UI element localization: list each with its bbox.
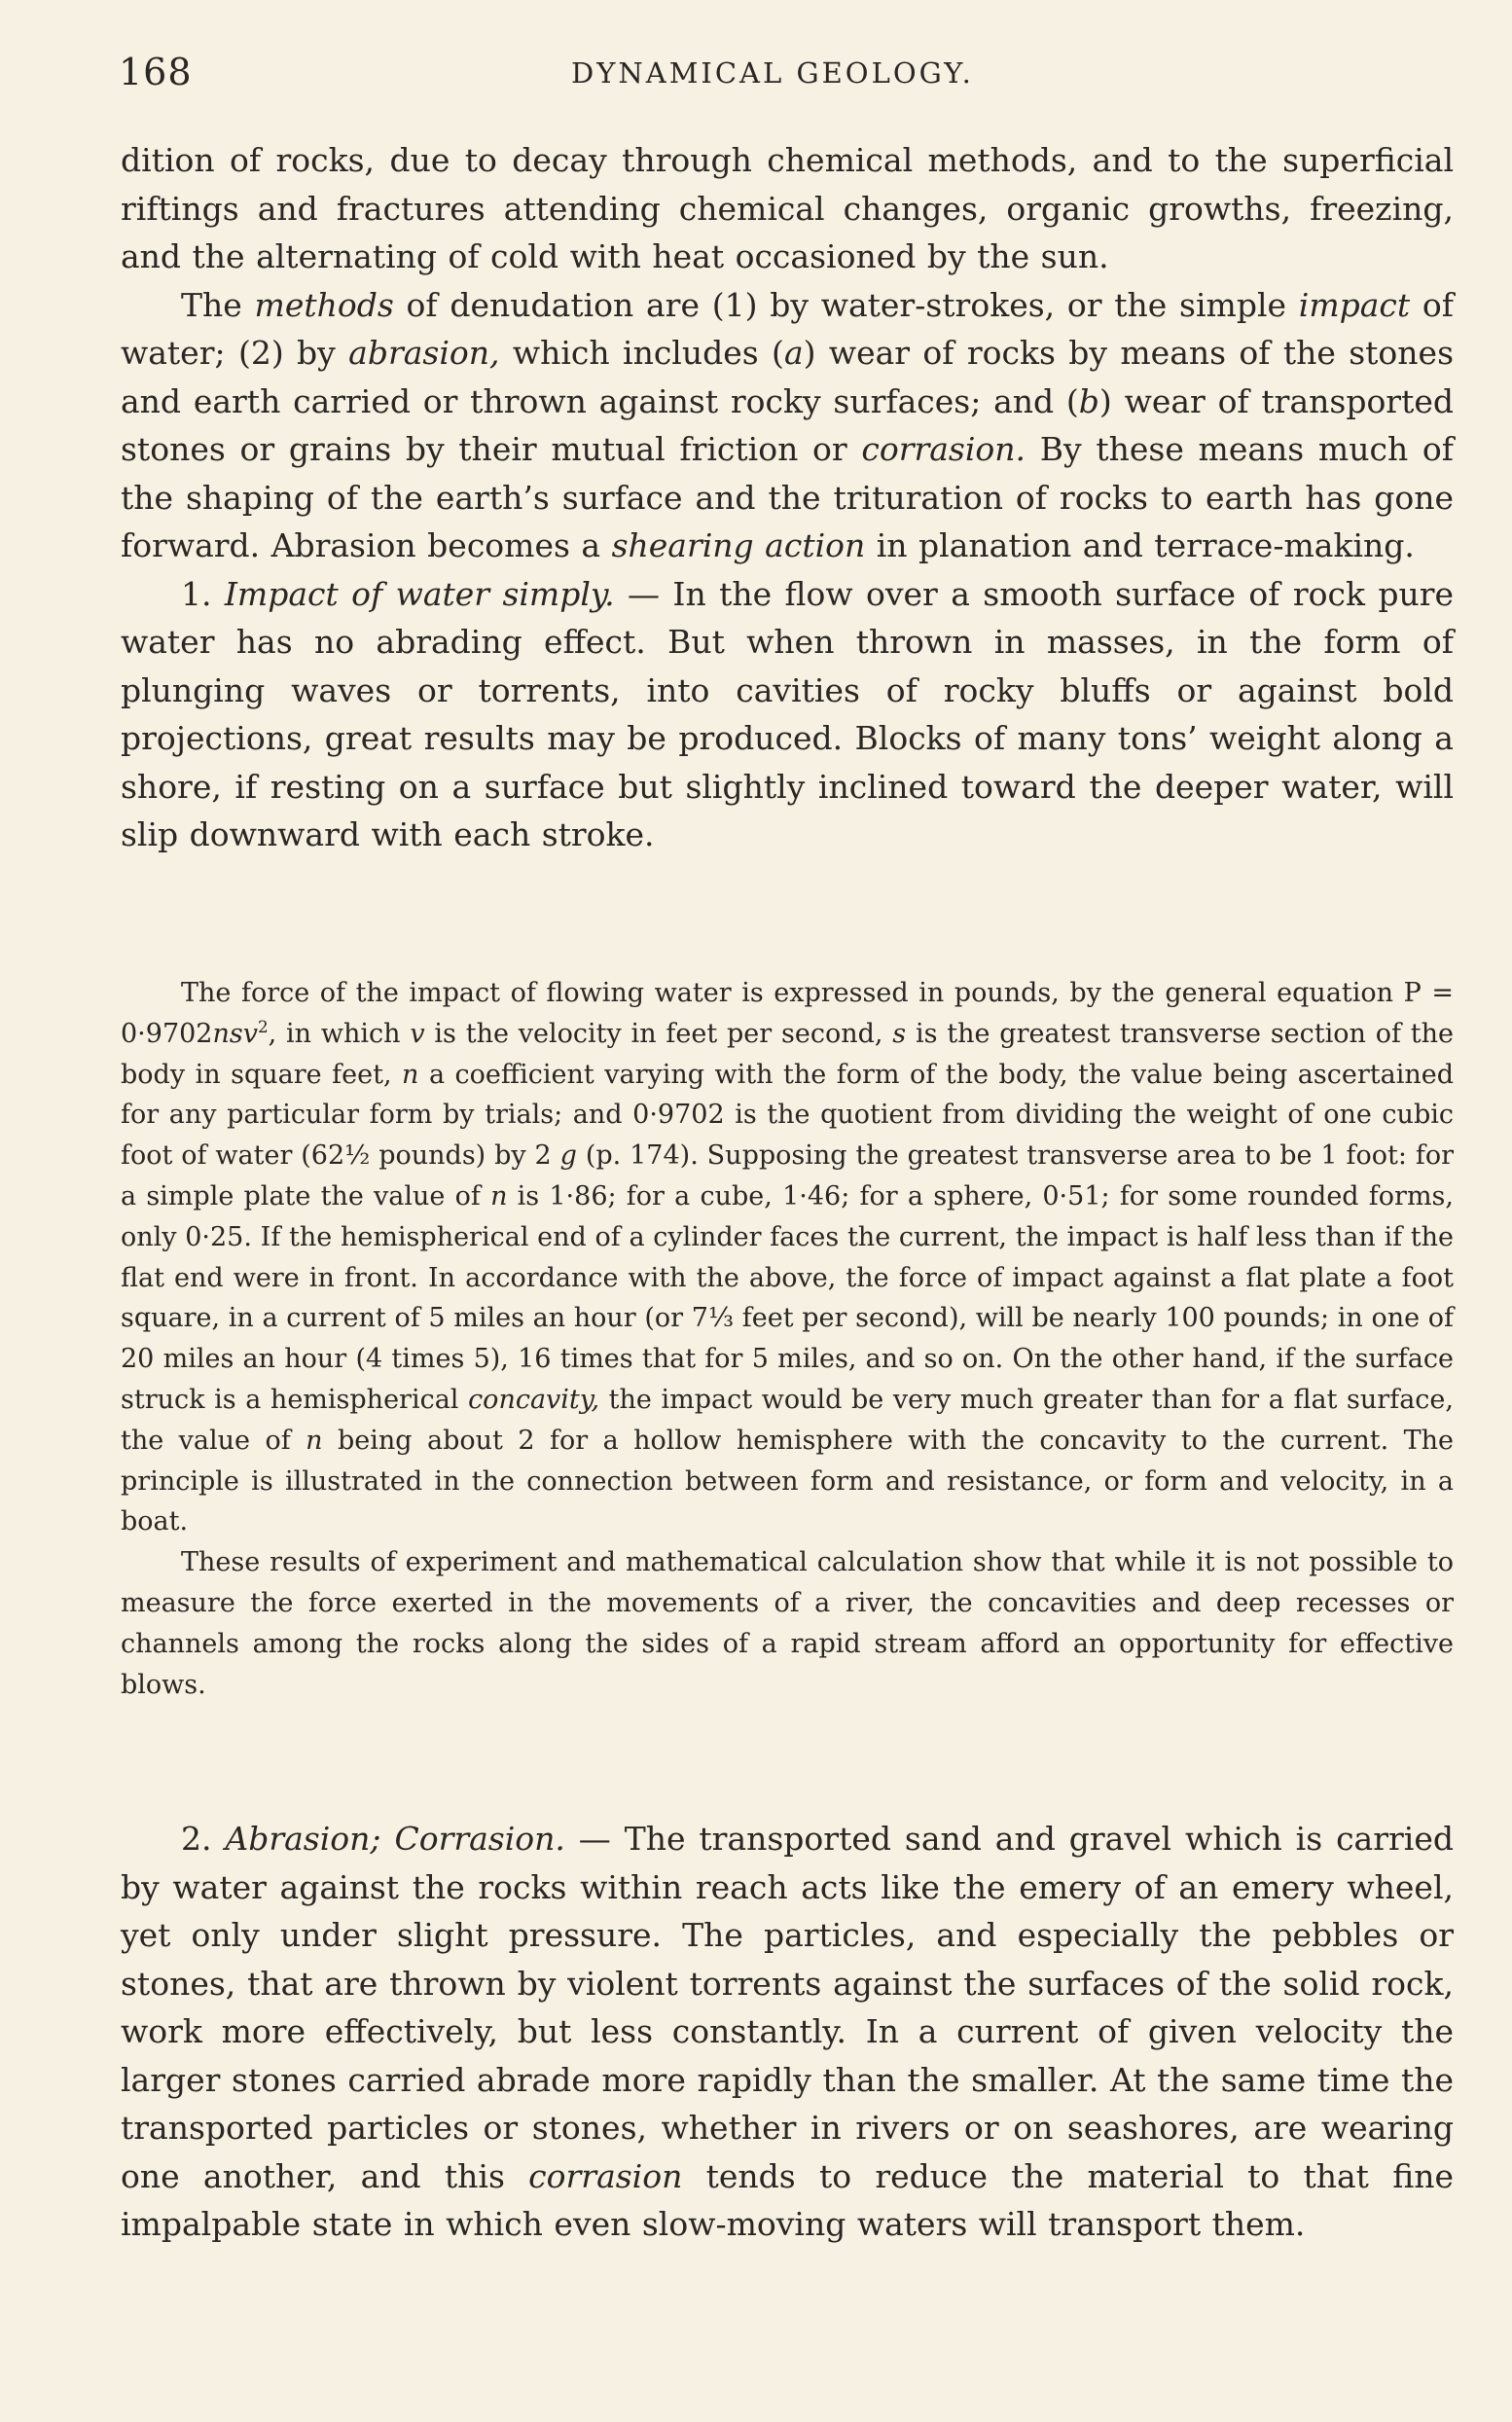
paragraph-continuation: dition of rocks, due to decay through chemical methods, and to the superficial riftings and fractures attending chemical changes, organic growths, freezing, and the alternating of cold with heat occasioned by the sun. xyxy=(121,141,1454,275)
paragraph-methods: The methods of denudation are (1) by water-strokes, or the simple impact of water; (2) by abrasion, which includes (a) wear of rocks by means of the stones and earth carried or thrown against rocky surfaces; and (b) wear of transported stones or grains by their mutual friction or corrasion. By these means much of the shaping of the earth’s surface and the trituration of rocks to earth has gone forward. Abrasion becomes a shearing action in planation and terrace-making. xyxy=(121,285,1455,564)
running-title: DYNAMICAL GEOLOGY. xyxy=(571,56,974,90)
paragraph-impact: 1. Impact of water simply. — In the flow over a smooth surface of rock pure water has no abrading effect. But when thrown in masses, in the form of plunging waves or torrents, into cavities of rocky bluffs or against bold projections, great results may be produced. Blocks of many tons’ weight along a shore, if resting on a surface but slightly inclined toward the deeper water, will slip downward with each stroke. xyxy=(121,574,1455,853)
paragraph-abrasion: 2. Abrasion; Corrasion. — The transported sand and gravel which is carried by water against the rocks within reach acts like the emery of an emery wheel, yet only under slight pressure. The particles, and especially the pebbles or stones, that are thrown by violent torrents against the surfaces of the solid rock, work more effectively, but less constantly. In a current of given velocity the larger stones carried abrade more rapidly than the smaller. At the same time the transported particles or stones, whether in rivers or on seashores, are wearing one another, and this corrasion tends to reduce the material to that fine impalpable state in which even slow-moving waters will transport them. xyxy=(121,1820,1454,2243)
page-header xyxy=(119,51,1452,99)
main-text-block xyxy=(121,136,1454,859)
main-text-block-2 xyxy=(121,1815,1454,2249)
note-block xyxy=(121,973,1454,1705)
note-paragraph-force: The force of the impact of flowing water is expressed in pounds, by the general equation P = 0·9702nsv$^2$, in which v is the velocity in feet per second, s is the greatest transverse section of the body in square feet, n a coefficient varying with the form of the body, the value being ascertained for any particular form by trials; and 0·9702 is the quotient from dividing the weight of one cubic foot of water (62½ pounds) by 2 g (p. 174). Supposing the greatest transverse area to be 1 foot: for a simple plate the value of n is 1·86; for a cube, 1·46; for a sphere, 0·51; for some rounded forms, only 0·25. If the hemispherical end of a cylinder faces the current, the impact is half less than if the flat end were in front. In accordance with the above, the force of impact against a flat plate a foot square, in a current of 5 miles an hour (or 7⅓ feet per second), will be nearly 100 pounds; in one of 20 miles an hour (4 times 5), 16 times that for 5 miles, and so on. On the other hand, if the surface struck is a hemispherical concavity, the impact would be very much greater than for a flat surface, the value of n being about 2 for a hollow hemisphere with the concavity to the current. The principle is illustrated in the connection between form and resistance, or form and velocity, in a boat. xyxy=(121,978,1454,1537)
note-paragraph-results: These results of experiment and mathematical calculation show that while it is not possible to measure the force exerted in the movements of a river, the concavities and deep recesses or channels among the rocks along the sides of a rapid stream afford an opportunity for effective blows. xyxy=(121,1547,1454,1700)
page-number: 168 xyxy=(119,51,193,93)
section-heading-impact: Impact of water simply. xyxy=(224,574,615,613)
section-heading-abrasion: Abrasion; Corrasion. xyxy=(225,1820,565,1858)
